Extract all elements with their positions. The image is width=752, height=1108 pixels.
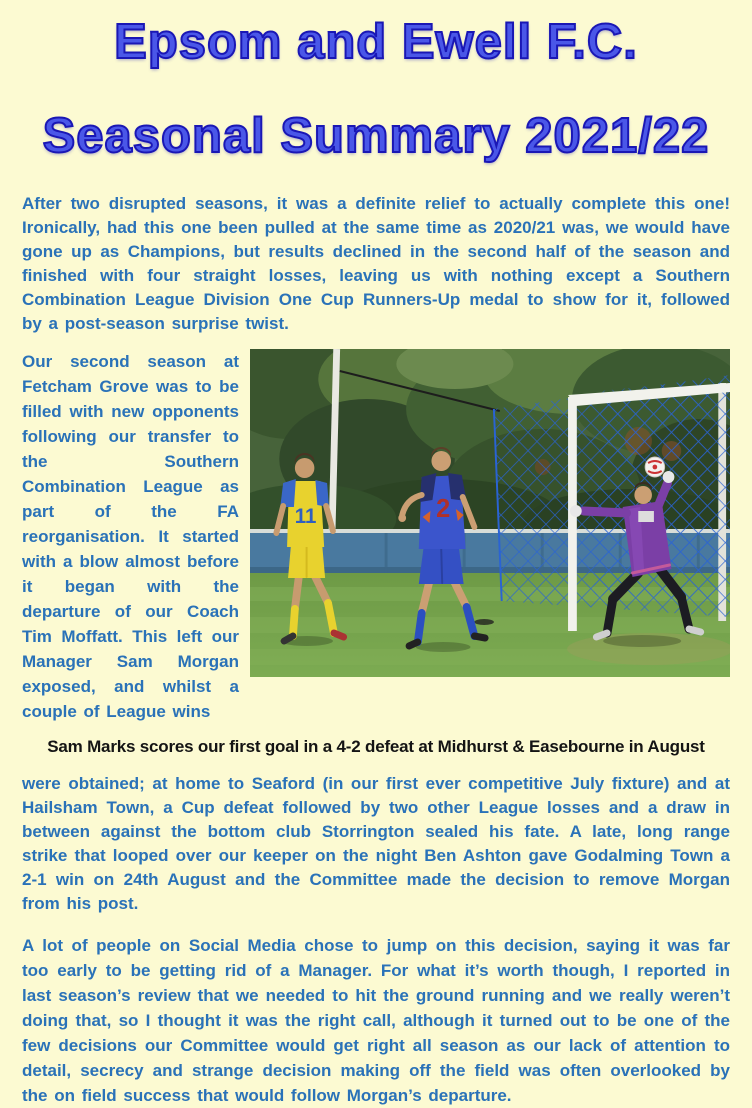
intro-paragraph: After two disrupted seasons, it was a definite relief to actually complete this one! Ironically, had this one been pulled at the same time as 2020/21 was, we would have gone up as Champions, but results declined in the second half of the season and finished with four straight losses, leaving us with nothing except a Southern Combination League Division One Cup Runners-Up medal to show for it, followed by a post-season surprise twist. [22, 194, 730, 333]
left-column-paragraph: Our second season at Fetcham Grove was to be filled with new opponents following our transfer to the Southern Combination League as part of the FA reorganisation. It started with a blow almost before it began with the departure of our Coach Tim Moffatt. This left our Manager Sam Morgan exposed, and whilst a couple of League wins [22, 352, 239, 721]
photo-section [22, 349, 730, 724]
player-11-number: 11 [294, 504, 317, 529]
goal-net [494, 375, 730, 617]
object-on-grass [474, 619, 494, 625]
photo-caption: Sam Marks scores our first goal in a 4-2 defeat at Midhurst & Easebourne in August [47, 737, 705, 756]
keeper-right-glove [663, 471, 675, 483]
player-2-number: 2 [436, 494, 451, 524]
page-title-line2: Seasonal Summary 2021/22 [42, 109, 710, 163]
match-photo [250, 349, 730, 677]
page-title-line1: Epsom and Ewell F.C. [114, 15, 638, 69]
match-photo-illustration [250, 349, 730, 677]
body-paragraph-final: A lot of people on Social Media chose to jump on this decision, saying it was far too early to be getting rid of a Manager. For what it’s worth though, I reported in last season’s review that we needed to hit the ground running and we really weren’t doing that, so I thought it was the right call, although it turned out to be one of the few decisions our Committee would get right all season as our lack of attention to detail, secrecy and strange decision making off the field was often overlooked by the on field success that would follow Morgan’s departure. [22, 936, 730, 1105]
keeper-chest-badge [638, 511, 654, 522]
football [645, 457, 665, 477]
body-paragraph-after-photo: were obtained; at home to Seaford (in our first ever competitive July fixture) and at Hailsham Town, a Cup defeat followed by two other League losses and a draw in between against the bottom club Storrington sealed his fate. A late, long range strike that looped over our keeper on the night Ben Ashton gave Godalming Town a 2-1 win on 24th August and the Committee made the decision to remove Morgan from his post. [22, 774, 730, 913]
keeper-left-glove [570, 505, 582, 517]
